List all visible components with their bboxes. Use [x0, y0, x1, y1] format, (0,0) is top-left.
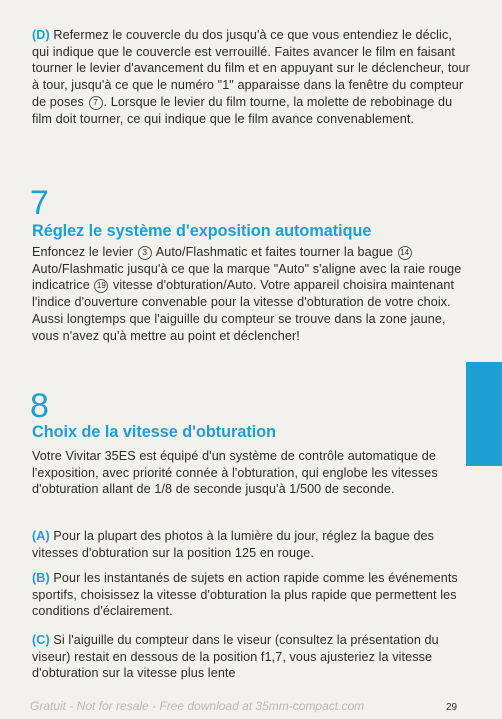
section-8-item-c — [32, 632, 472, 682]
watermark-footer: Gratuit - Not for resale - Free download at 35mm-compact.com — [30, 699, 365, 713]
chapter-tab — [466, 362, 502, 466]
section-7-paragraph — [32, 244, 472, 344]
section-7-title: Réglez le système d'exposition automatique — [32, 222, 372, 240]
ring-ref: 14 — [398, 246, 412, 260]
item-b-text: Pour les instantanés de sujets en action rapide comme les événements sportifs, choisissez la vitesse d'obturation la plus rapide que permettent les conditions d'éclairement. — [32, 571, 458, 619]
section-7-number: 7 — [30, 184, 49, 222]
section-8-item-a — [32, 528, 472, 561]
index-line-ref: 19 — [94, 279, 108, 293]
step-d-text-a: Refermez le couvercle du dos jusqu'à ce que vous entendiez le déclic, qui indique que le couvercle est verrouillé. Faites avancer le film en faisant tourner le levier d'avancement du film et en appuyant sur le déclencheur, tour à tour, jusqu'à ce que le numéro "1" apparaisse dans la fenêtre du compteur de poses — [32, 28, 470, 109]
step-d-text-b: . Lorsque le levier du film tourne, la molette de rebobinage du film doit tourner, ce qui indique que le film avance convenablement. — [32, 94, 453, 126]
page-number: 29 — [446, 702, 458, 713]
item-a-label: (A) — [32, 529, 50, 543]
section-8-item-b — [32, 570, 472, 620]
item-c-label: (C) — [32, 633, 50, 647]
item-b-label: (B) — [32, 571, 50, 585]
section-8-title: Choix de la vitesse d'obturation — [32, 423, 277, 441]
section-8-number: 8 — [30, 387, 49, 425]
step-d-paragraph — [32, 27, 472, 127]
item-c-text: Si l'aiguille du compteur dans le viseur (consultez la présentation du viseur) restait en dessous de la position f1,7, vous ajusteriez la vitesse d'obturation sur la vitesse plus lente — [32, 633, 439, 681]
s7-text-c: Auto/Flashmatic jusqu'à ce que la marque "Auto" s'aligne avec la raie rouge indicatrice — [32, 261, 462, 293]
s7-text-d: vitesse d'obturation/Auto. Votre appareil choisira maintenant l'indice d'ouverture convenable pour la vitesse d'obturation de votre choix. Aussi longtemps que l'aiguille du compteur se trouve dans la zone jaune, vous n'avez qu'à mettre au point et déclencher! — [32, 278, 455, 343]
s7-text-a: Enfoncez le levier — [32, 245, 134, 259]
section-8-intro: Votre Vivitar 35ES est équipé d'un système de contrôle automatique de l'exposition, avec priorité connée à l'obturation, qui englobe les vitesses d'obturation allant de 1/8 de seconde jusqu'à 1/500 de seconde. — [32, 449, 438, 497]
lever-ref: 3 — [138, 246, 152, 260]
step-d-label: (D) — [32, 28, 50, 42]
frame-counter-ref: 7 — [89, 96, 103, 110]
item-a-text: Pour la plupart des photos à la lumière du jour, réglez la bague des vitesses d'obturation sur la position 125 en rouge. — [32, 529, 435, 560]
s7-text-b: Auto/Flashmatic et faites tourner la bague — [155, 245, 394, 259]
